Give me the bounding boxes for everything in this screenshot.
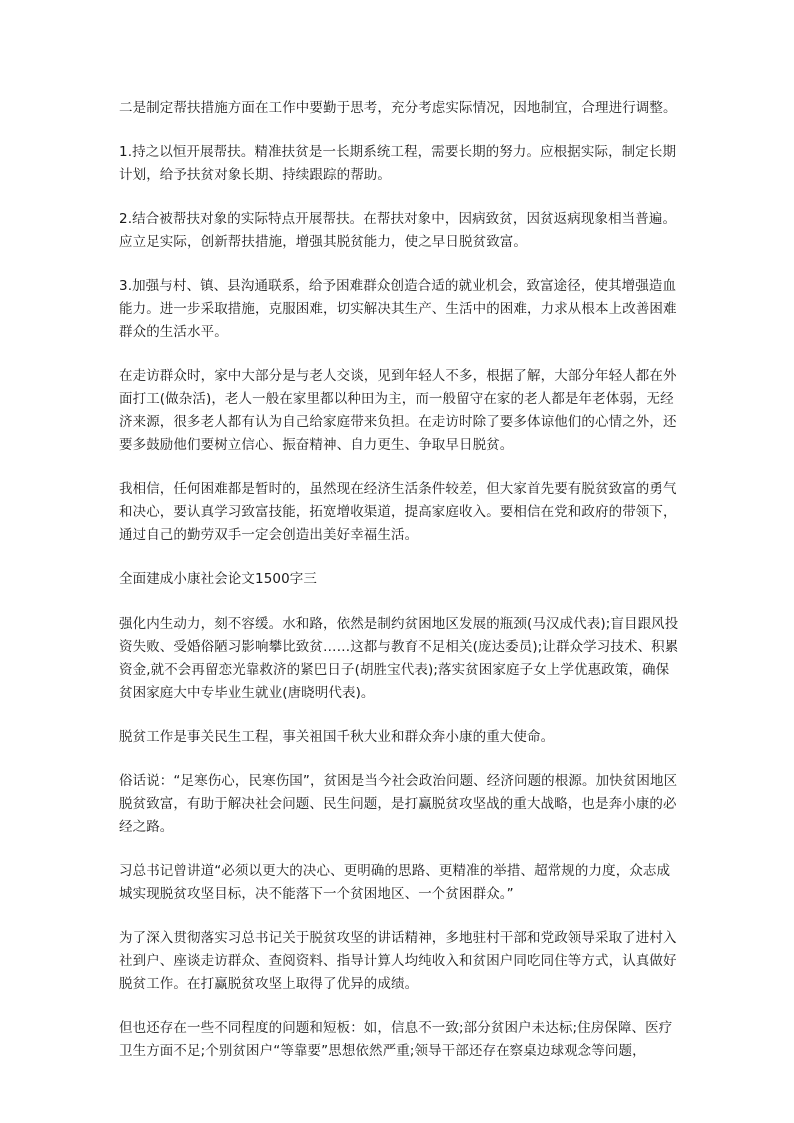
- paragraph: 在走访群众时，家中大部分是与老人交谈，见到年轻人不多，根据了解，大部分年轻人都在外面打工(做杂活)，老人一般在家里都以种田为主，而一般留守在家的老人都是年老体弱，无经济来源，很多老人都有认为自己给家庭带来负担。在走访时除了要多体谅他们的心情之外，还要多鼓励他们要树立信心、振奋精神、自力更生、争取早日脱贫。: [119, 368, 677, 453]
- paragraph: 习总书记曾讲道“必须以更大的决心、更明确的思路、更精准的举措、超常规的力度，众志成城实现脱贫攻坚目标，决不能落下一个贫困地区、一个贫困群众。”: [119, 863, 671, 902]
- paragraph: 2.结合被帮扶对象的实际特点开展帮扶。在帮扶对象中，因病致贫，因贫返病现象相当普遍。应立足实际，创新帮扶措施，增强其脱贫能力，使之早日脱贫致富。: [119, 211, 677, 250]
- paragraph: 1.持之以恒开展帮扶。精准扶贫是一长期系统工程，需要长期的努力。应根据实际，制定长期计划，给予扶贫对象长期、持续跟踪的帮助。: [119, 144, 677, 183]
- paragraph: 脱贫工作是事关民生工程，事关祖国千秋大业和群众奔小康的重大使命。: [119, 729, 555, 745]
- section-heading: 全面建成小康社会论文1500字三: [119, 571, 317, 587]
- paragraph: 二是制定帮扶措施方面在工作中要勤于思考，充分考虑实际情况，因地制宜，合理进行调整。: [119, 100, 677, 116]
- paragraph: 3.加强与村、镇、县沟通联系，给予困难群众创造合适的就业机会，致富途径，使其增强造血能力。进一步采取措施，克服困难，切实解决其生产、生活中的困难，力求从根本上改善困难群众的生活水平。: [119, 278, 677, 340]
- paragraph: 但也还存在一些不同程度的问题和短板：如，信息不一致;部分贫困户未达标;住房保障、医疗卫生方面不足;个别贫困户“等靠要”思想依然严重;领导干部还存在察桌边球观念等问题，: [119, 1020, 673, 1059]
- document-body: [119, 97, 679, 1084]
- paragraph: 俗话说：“足寒伤心，民寒伤国”，贫困是当今社会政治问题、经济问题的根源。加快贫困地区脱贫致富，有助于解决社会问题、民生问题，是打赢脱贫攻坚战的重大战略，也是奔小康的必经之路。: [119, 773, 678, 835]
- paragraph: 为了深入贯彻落实习总书记关于脱贫攻坚的讲话精神，多地驻村干部和党政领导采取了进村入社到户、座谈走访群众、查阅资料、指导计算人均纯收入和贫困户同吃同住等方式，认真做好脱贫工作。在打赢脱贫攻坚上取得了优异的成绩。: [119, 930, 677, 992]
- paragraph: 强化内生动力，刻不容缓。水和路，依然是制约贫困地区发展的瓶颈(马汉成代表);盲目跟风投资失败、受婚俗陋习影响攀比致贫……这都与教育不足相关(庞达委员);让群众学习技术、积累资金,就不会再留恋光靠救济的紧巴日子(胡胜宝代表);落实贫困家庭子女上学优惠政策，确保贫困家庭大中专毕业生就业(唐晓明代表)。: [119, 616, 679, 701]
- paragraph: 我相信，任何困难都是暂时的，虽然现在经济生活条件较差，但大家首先要有脱贫致富的勇气和决心，要认真学习致富技能，拓宽增收渠道，提高家庭收入。要相信在党和政府的带领下，通过自己的勤劳双手一定会创造出美好幸福生活。: [119, 481, 677, 543]
